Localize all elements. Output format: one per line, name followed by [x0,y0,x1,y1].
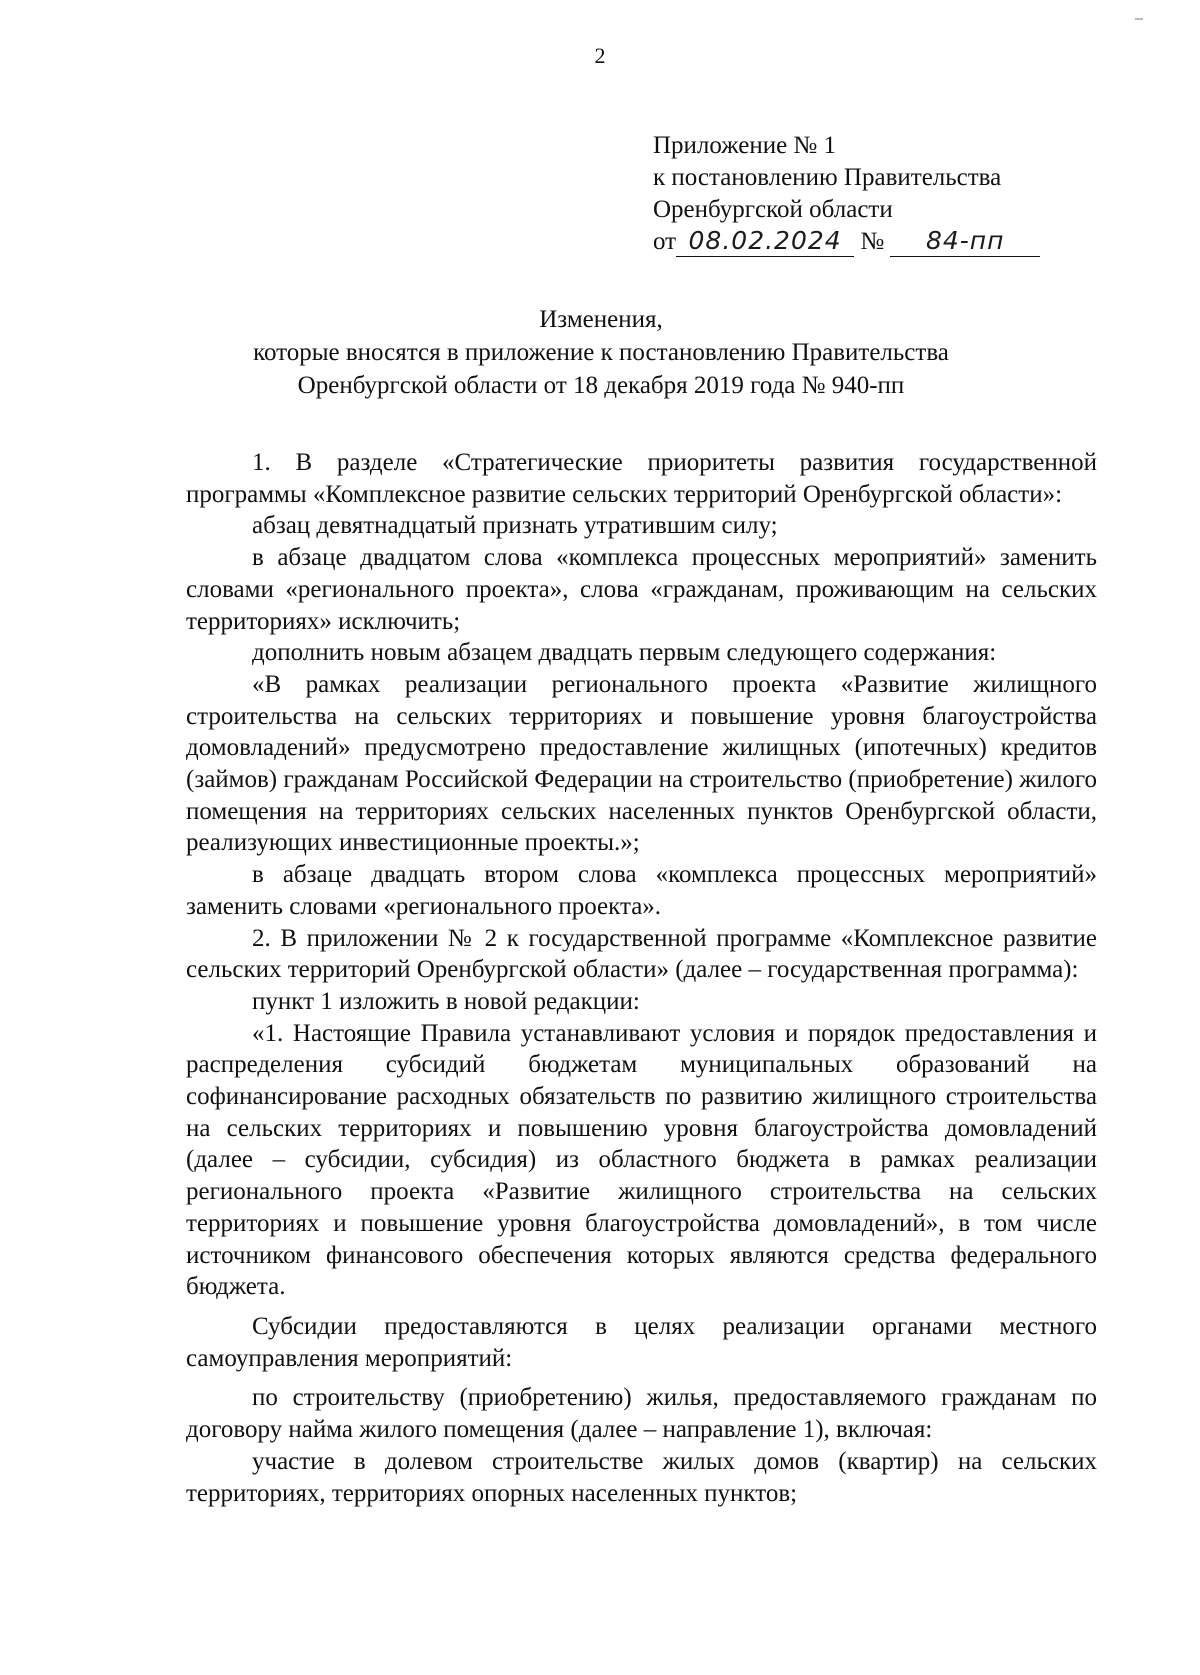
paragraph: участие в долевом строительстве жилых домов (квартир) на сельских территориях, территориях опорных населенных пунктов; [186,1447,1097,1507]
paragraph: в абзаце двадцатом слова «комплекса процессных мероприятий» заменить словами «регионального проекта», слова «гражданам, проживающим на сельских территориях» исключить; [186,544,1097,635]
appendix-header [653,130,1093,264]
page-number: 2 [594,43,606,68]
paragraph: в абзаце двадцать втором слова «комплекса процессных мероприятий» заменить словами «регионального проекта». [186,861,1097,920]
number-sign: № [860,228,885,255]
decree-date-field [676,226,854,257]
appendix-reference: к постановлению Правительства [653,164,1002,191]
appendix-title: Приложение № 1 [653,132,837,159]
decree-date-handwritten: 08.02.2024 [688,226,842,255]
title-subheading-line2: Оренбургской области от 18 декабря 2019 года № 940-пп [297,372,905,399]
appendix-region: Оренбургской области [653,196,893,223]
decree-number-handwritten: 84-пп [925,226,1005,255]
decree-number-field [890,226,1040,257]
paragraph: «1. Настоящие Правила устанавливают условия и порядок предоставления и распределения субсидий бюджетам муниципальных образований на софинансирование расходных обязательств по развитию жилищного строительства на сельских территориях и повышению уровня благоустройства домовладений (далее – субсидии, субсидия) из областного бюджета в рамках реализации регионального проекта «Развитие жилищного строительства на сельских территориях и повышение уровня благоустройства домовладений», в том числе источником финансового обеспечения которых являются средства федерального бюджета. [186,1019,1097,1301]
paragraph: 1. В разделе «Стратегические приоритеты развития государственной программы «Комплексное развитие сельских территорий Оренбургской области»: [186,449,1097,508]
paragraph: дополнить новым абзацем двадцать первым следующего содержания: [252,639,997,667]
paragraph: абзац девятнадцатый признать утратившим силу; [252,512,778,540]
paragraph: Субсидии предоставляются в целях реализации органами местного самоуправления мероприятий: [186,1312,1097,1372]
paragraph: «В рамках реализации регионального проекта «Развитие жилищного строительства на сельских территориях и повышение уровня благоустройства домовладений» предусмотрено предоставление жилищных (ипотечных) кредитов (займов) гражданам Российской Федерации на строительство (приобретение) жилого помещения на территориях сельских населенных пунктов Оренбургской области, реализующих инвестиционные проекты.»; [186,670,1097,857]
paragraph: 2. В приложении № 2 к государственной программе «Комплексное развитие сельских территорий Оренбургской области» (далее – государственная программа): [186,924,1097,984]
document-title [140,303,1062,402]
paragraph: по строительству (приобретению) жилья, предоставляемого гражданам по договору найма жилого помещения (далее – направление 1), включая: [186,1384,1097,1444]
scan-artifact [1135,18,1143,20]
title-heading: Изменения, [539,306,663,333]
date-prefix: от [653,228,677,255]
decree-date-number-line [653,226,1093,264]
paragraph: пункт 1 изложить в новой редакции: [252,987,640,1015]
title-subheading-line1: которые вносятся в приложение к постановлению Правительства [253,339,949,366]
document-body [186,447,1097,1509]
